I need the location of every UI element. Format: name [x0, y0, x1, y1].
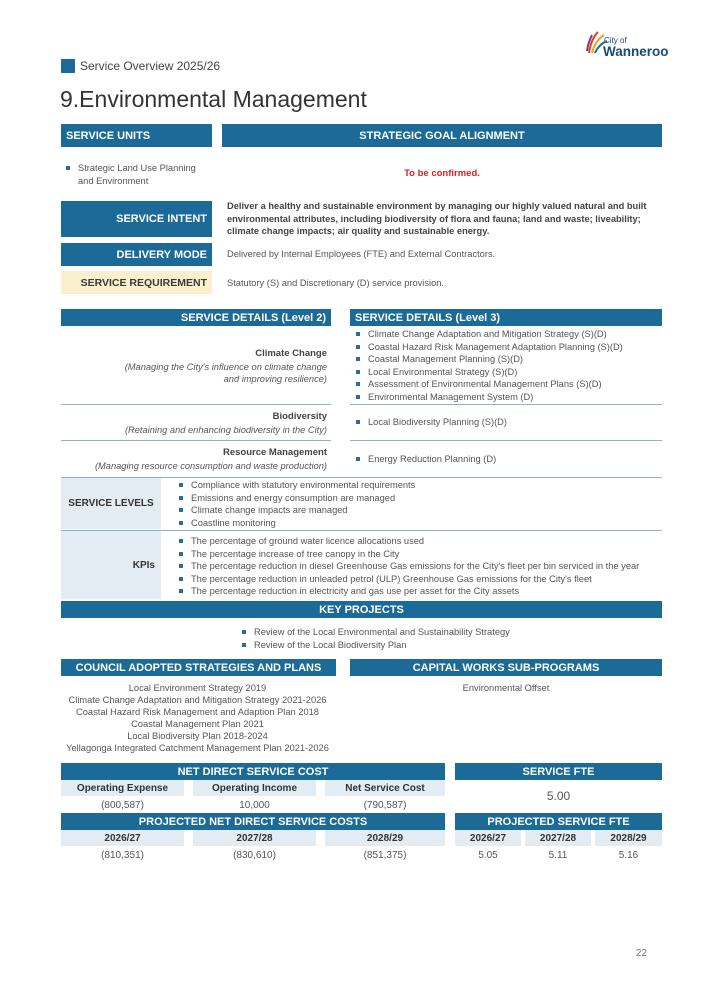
details-level3-header: SERVICE DETAILS (Level 3) — [350, 309, 662, 326]
council-strategies-list — [55, 682, 340, 754]
divider — [61, 440, 331, 441]
list-item: Local Environment Strategy 2019 — [128, 683, 267, 693]
service-levels-label: SERVICE LEVELS — [61, 478, 161, 529]
detail-title: Climate Change — [255, 348, 327, 359]
projected-cost-col: 2026/27 — [61, 830, 184, 846]
projected-fte-header: PROJECTED SERVICE FTE — [455, 813, 662, 830]
details-level2-header: SERVICE DETAILS (Level 2) — [61, 309, 331, 326]
list-item: Coastal Hazard Risk Management Adaptation Planning (S)(D) — [353, 341, 662, 354]
capital-works-header: CAPITAL WORKS SUB-PROGRAMS — [350, 659, 662, 676]
service-intent-label: SERVICE INTENT — [61, 201, 212, 237]
projected-cost-col: 2027/28 — [193, 830, 316, 846]
net-cost-value: (790,587) — [363, 800, 407, 811]
net-cost-col-net-service-cost: Net Service Cost — [325, 780, 445, 796]
projected-fte-col: 2026/27 — [455, 830, 521, 846]
list-item: Climate Change Adaptation and Mitigation Strategy 2021-2026 — [68, 695, 327, 705]
projected-fte-col: 2028/29 — [595, 830, 662, 846]
list-item: Local Environmental Strategy (S)(D) — [353, 366, 662, 379]
projected-fte-value: 5.16 — [618, 850, 639, 861]
projected-cost-header: PROJECTED NET DIRECT SERVICE COSTS — [61, 813, 445, 830]
service-units-list — [63, 162, 213, 187]
projected-cost-value: (830,610) — [233, 850, 276, 861]
list-item: Local Biodiversity Plan 2018-2024 — [127, 731, 268, 741]
divider — [350, 440, 662, 441]
list-item: Strategic Land Use Planning and Environment — [63, 162, 213, 187]
list-item: Compliance with statutory environmental requirements — [176, 479, 662, 492]
list-item: Energy Reduction Planning (D) — [353, 453, 662, 466]
projected-cost-col: 2028/29 — [325, 830, 445, 846]
list-item: The percentage reduction in electricity and gas use per asset for the City assets — [176, 585, 662, 598]
list-item: The percentage increase of tree canopy in the City — [176, 548, 662, 561]
resource-management-detail — [80, 446, 327, 472]
logo-text-large: Wanneroo — [603, 44, 669, 59]
projected-fte-value: 5.05 — [478, 850, 498, 861]
detail-title: Biodiversity — [272, 411, 327, 422]
section-label: Service Overview 2025/26 — [80, 59, 221, 73]
list-item: Assessment of Environmental Management Plans (S)(D) — [353, 378, 662, 391]
logo-text-small: City of — [604, 36, 627, 45]
page-title: 9.Environmental Management — [60, 86, 367, 112]
service-units-header: SERVICE UNITS — [61, 124, 212, 147]
list-item: Local Biodiversity Planning (S)(D) — [353, 416, 662, 429]
key-projects-header: KEY PROJECTS — [61, 601, 662, 618]
climate-change-detail — [110, 347, 327, 386]
list-item: Review of the Local Environmental and Sustainability Strategy — [239, 626, 659, 639]
detail-desc: (Managing the City's influence on climate change and improving resilience) — [124, 361, 327, 384]
net-cost-value: (800,587) — [101, 800, 144, 811]
service-requirement-text: Statutory (S) and Discretionary (D) service provision. — [227, 278, 444, 288]
net-cost-value: 10,000 — [239, 800, 270, 811]
list-item: The percentage of ground water licence allocations used — [176, 535, 662, 548]
list-item: Coastline monitoring — [176, 517, 662, 530]
list-item: Environmental Offset — [462, 683, 550, 693]
net-cost-col-operating-income: Operating Income — [193, 780, 316, 796]
biodiversity-detail — [110, 410, 327, 436]
strategic-goal-header: STRATEGIC GOAL ALIGNMENT — [222, 124, 662, 147]
list-item: Emissions and energy consumption are managed — [176, 492, 662, 505]
service-requirement-label: SERVICE REQUIREMENT — [61, 271, 212, 294]
delivery-mode-text: Delivered by Internal Employees (FTE) and External Contractors. — [227, 249, 496, 259]
detail-desc: (Retaining and enhancing biodiversity in the City) — [124, 424, 327, 435]
list-item: The percentage reduction in unleaded petrol (ULP) Greenhouse Gas emissions for the City's fleet — [176, 573, 662, 586]
net-cost-col-operating-expense: Operating Expense — [61, 780, 184, 796]
biodiversity-items — [353, 416, 662, 429]
divider — [61, 404, 331, 405]
detail-title: Resource Management — [222, 447, 327, 458]
list-item: Coastal Management Planning (S)(D) — [353, 353, 662, 366]
climate-change-items — [353, 328, 662, 403]
projected-fte-value: 5.11 — [548, 850, 568, 861]
projected-cost-value: (810,351) — [101, 850, 144, 861]
delivery-mode-label: DELIVERY MODE — [61, 243, 212, 266]
kpis-label: KPIs — [61, 531, 161, 599]
net-cost-header: NET DIRECT SERVICE COST — [61, 763, 445, 780]
service-intent-text: Deliver a healthy and sustainable environment by managing our highly valued natural and built environmental attributes, including biodiversity of flora and fauna; land and waste; liveability; climate change impacts; air quality and sustainable energy. — [227, 201, 647, 236]
list-item: Review of the Local Biodiversity Plan — [239, 639, 659, 652]
list-item: Yellagonga Integrated Catchment Management Plan 2021-2026 — [66, 743, 329, 753]
projected-fte-col: 2027/28 — [525, 830, 591, 846]
list-item: Coastal Management Plan 2021 — [131, 719, 264, 729]
page-number: 22 — [635, 948, 647, 959]
strategic-goal-value: To be confirmed. — [404, 168, 480, 179]
detail-desc: (Managing resource consumption and waste production) — [94, 460, 327, 471]
service-fte-header: SERVICE FTE — [455, 763, 662, 780]
service-levels-list — [176, 479, 662, 529]
projected-cost-value: (851,375) — [363, 850, 407, 861]
list-item: Climate change impacts are managed — [176, 504, 662, 517]
section-marker — [61, 59, 75, 73]
list-item: Coastal Hazard Risk Management and Adaption Plan 2018 — [76, 707, 319, 717]
capital-works-list — [350, 682, 662, 694]
service-fte-value: 5.00 — [546, 789, 571, 803]
list-item: The percentage reduction in diesel Greenhouse Gas emissions for the City's fleet per bin serviced in the year — [176, 560, 662, 573]
kpis-list — [176, 535, 662, 598]
council-strategies-header: COUNCIL ADOPTED STRATEGIES AND PLANS — [61, 659, 336, 676]
list-item: Environmental Management System (D) — [353, 391, 662, 404]
key-projects-list — [239, 626, 659, 651]
list-item: Climate Change Adaptation and Mitigation Strategy (S)(D) — [353, 328, 662, 341]
city-logo — [586, 27, 676, 63]
resource-management-items — [353, 453, 662, 466]
divider — [350, 404, 662, 405]
